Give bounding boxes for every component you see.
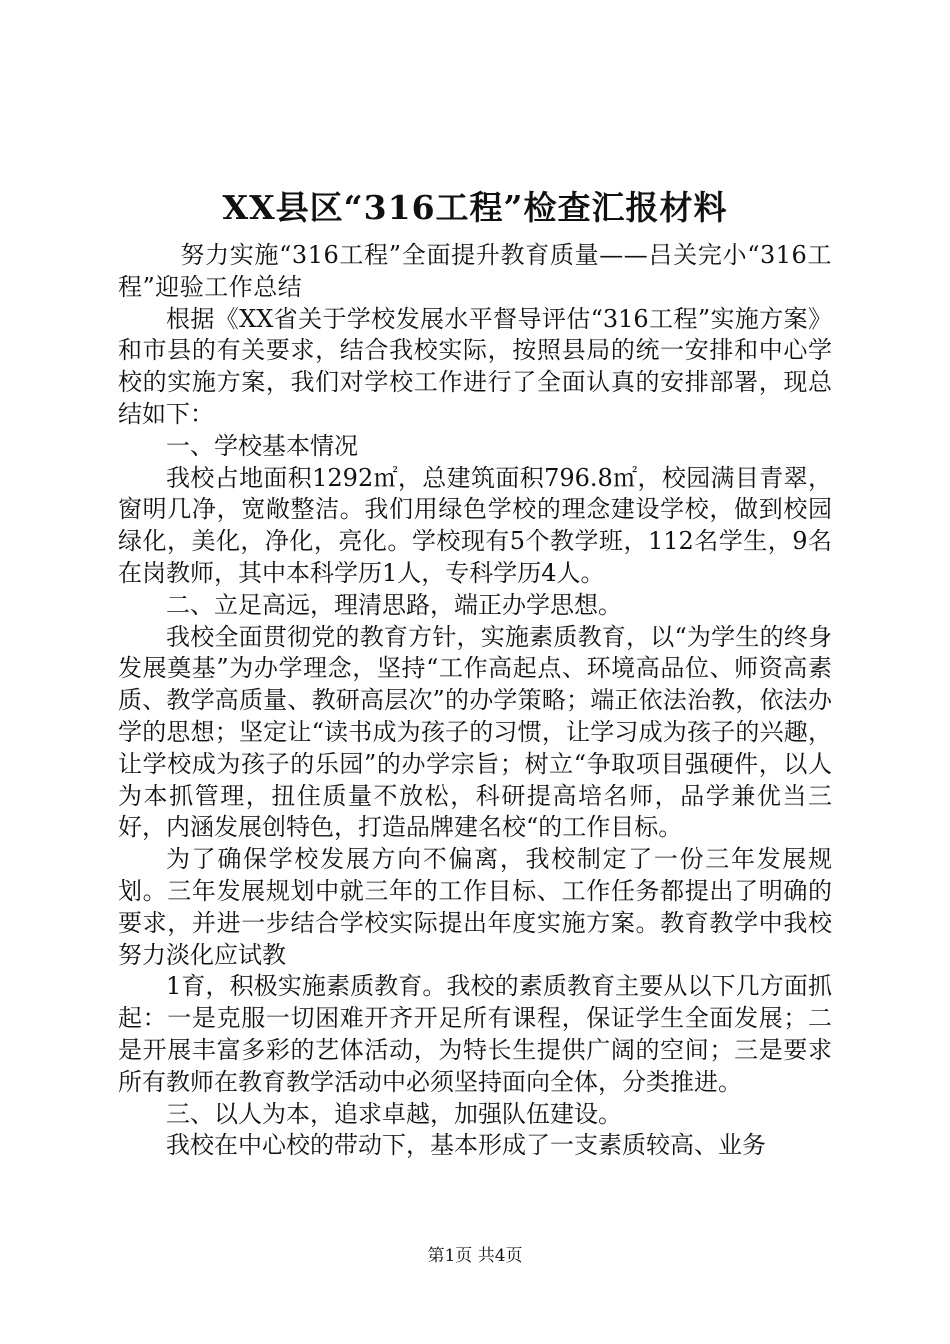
paragraph-philosophy: 我校全面贯彻党的教育方针，实施素质教育，以“为学生的终身发展奠基”为办学理念，坚持“工作高起点、环境高品位、师资高素质、教学高质量、教研高层次”的办学策略；端正依法治教，依法办学的思想；坚定让“读书成为孩子的习惯，让学习成为孩子的兴趣，让学校成为孩子的乐园”的办学宗旨；树立“争取项目强硬件，以人为本抓管理，扭住质量不放松，科研提高培名师，品学兼优当三好，内涵发展创特色，打造品牌建名校“的工作目标。 — [118, 622, 832, 842]
paragraph-quality-education: 1育，积极实施素质教育。我校的素质教育主要从以下几方面抓起：一是克服一切困难开齐开足所有课程，保证学生全面发展；二是开展丰富多彩的艺体活动，为特长生提供广阔的空间；三是要求所有教师在教育教学活动中必须坚持面向全体，分类推进。 — [118, 972, 832, 1096]
page-number-footer: 第1页 共4页 — [427, 1246, 523, 1266]
paragraph-plan: 为了确保学校发展方向不偏离，我校制定了一份三年发展规划。三年发展规划中就三年的工作目标、工作任务都提出了明确的要求，并进一步结合学校实际提出年度实施方案。教育教学中我校努力淡化应试教 — [118, 845, 832, 969]
paragraph-intro: 根据《XX省关于学校发展水平督导评估“316工程”实施方案》和市县的有关要求，结合我校实际，按照县局的统一安排和中心学校的实施方案，我们对学校工作进行了全面认真的安排部署，现总结如下： — [118, 304, 832, 428]
section-heading-2: 二、立足高远，理清思路，端正办学思想。 — [166, 590, 622, 619]
document-body — [118, 240, 832, 1162]
paragraph-basic-info: 我校占地面积1292㎡，总建筑面积796.8㎡，校园满目青翠，窗明几净，宽敞整洁。我们用绿色学校的理念建设学校，做到校园绿化，美化，净化，亮化。学校现有5个教学班，112名学生，9名在岗教师，其中本科学历1人，专科学历4人。 — [118, 463, 832, 587]
paragraph-team: 我校在中心校的带动下，基本形成了一支素质较高、业务 — [166, 1131, 766, 1160]
section-heading-1: 一、学校基本情况 — [166, 431, 358, 460]
document-title: XX县区“316工程”检查汇报材料 — [222, 188, 728, 227]
document-subtitle: 努力实施“316工程”全面提升教育质量——吕关完小“316工程”迎验工作总结 — [118, 241, 832, 301]
section-heading-3: 三、以人为本，追求卓越，加强队伍建设。 — [166, 1099, 622, 1128]
